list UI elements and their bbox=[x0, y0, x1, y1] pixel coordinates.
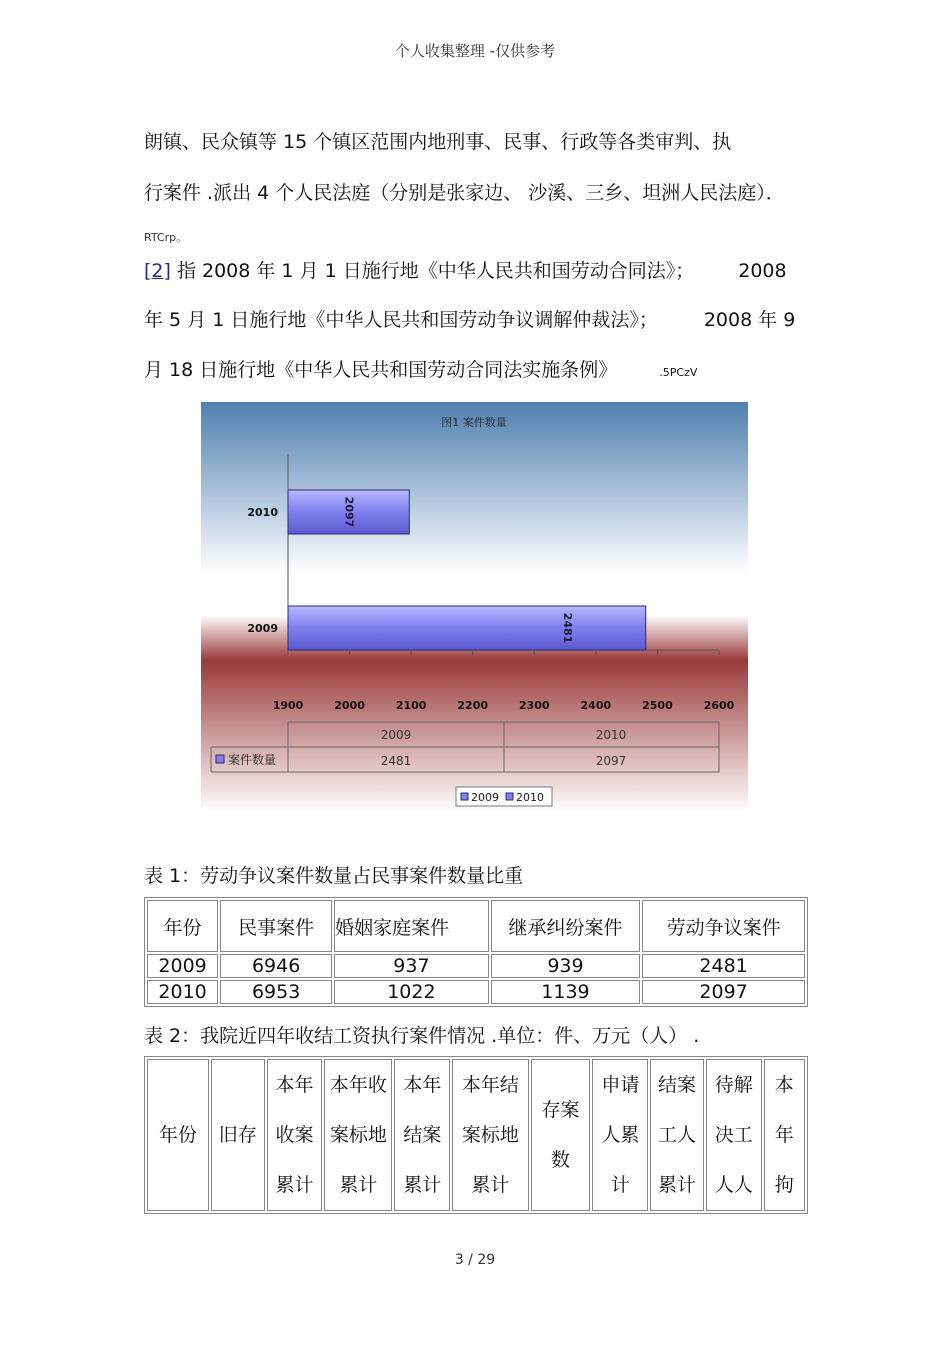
code-fragment-2: .5PCzV bbox=[659, 366, 698, 379]
chart-table-value-2: 2097 bbox=[595, 754, 627, 768]
table2-header-line: 本年收 bbox=[329, 1074, 387, 1096]
table2-header-line: 年 bbox=[774, 1124, 794, 1146]
x-tick-label: 2400 bbox=[580, 699, 612, 712]
table1-cell: 937 bbox=[334, 954, 489, 978]
table1-cell: 939 bbox=[491, 954, 641, 978]
bar-2009 bbox=[288, 606, 646, 650]
x-tick-label: 2600 bbox=[703, 699, 735, 712]
table2-header-cell bbox=[394, 1059, 450, 1211]
table1-header-cell: 继承纠纷案件 bbox=[491, 900, 641, 952]
table2-header-line: 案标地 bbox=[461, 1124, 519, 1146]
table-row bbox=[147, 980, 805, 1004]
chart-table-value-1: 2481 bbox=[380, 754, 412, 768]
x-tick-label: 2100 bbox=[395, 699, 427, 712]
chart-title: 图1 案件数量 bbox=[441, 416, 507, 429]
footnote-line-2 bbox=[144, 308, 795, 332]
footnote-text-e: 月 18 日施行地《中华人民共和国劳动合同法实施条例》 bbox=[144, 359, 618, 381]
legend-swatch-2010 bbox=[506, 793, 513, 800]
footnote-text-c: 年 5 月 1 日施行地《中华人民共和国劳动争议调解仲裁法》； bbox=[144, 309, 658, 331]
table2-header-line: 本年结 bbox=[461, 1074, 519, 1096]
table1-cell: 6953 bbox=[220, 980, 332, 1004]
table1-cell: 1139 bbox=[491, 980, 641, 1004]
page-number: 3 / 29 bbox=[454, 1252, 496, 1268]
legend-label-2010: 2010 bbox=[516, 791, 544, 804]
table2-header-cell bbox=[592, 1059, 648, 1211]
x-tick-label: 2300 bbox=[518, 699, 550, 712]
table1-caption: 表 1：劳动争议案件数量占民事案件数量比重 bbox=[144, 865, 524, 887]
footnote-text-b: 2008 bbox=[738, 260, 787, 282]
x-tick-label: 2200 bbox=[457, 699, 489, 712]
table1-cell: 2010 bbox=[147, 980, 218, 1004]
category-label: 2009 bbox=[247, 622, 278, 635]
table2-header-line: 累计 bbox=[339, 1174, 378, 1196]
table2-header-line: 案标地 bbox=[329, 1124, 387, 1146]
table2-header-line: 计 bbox=[610, 1174, 630, 1196]
table2-header-row bbox=[147, 1059, 805, 1211]
table2-header-line: 数 bbox=[551, 1149, 571, 1171]
table2-header-line: 收案 bbox=[275, 1124, 314, 1146]
table2-header-cell bbox=[324, 1059, 392, 1211]
table2-header-line: 人人 bbox=[714, 1174, 753, 1196]
table2-header-line: 结案 bbox=[403, 1124, 442, 1146]
x-tick-label: 2000 bbox=[334, 699, 365, 712]
chart-table-header-2: 2010 bbox=[595, 728, 627, 742]
footnote-line-1 bbox=[144, 259, 787, 283]
table2-header-line: 本 bbox=[774, 1074, 794, 1096]
table2-header-line: 本年 bbox=[275, 1074, 314, 1096]
table1 bbox=[144, 897, 808, 1007]
x-tick-label: 2500 bbox=[642, 699, 673, 712]
table2-header-line: 本年 bbox=[403, 1074, 442, 1096]
footnote-ref-link[interactable]: [2] bbox=[144, 260, 171, 282]
table1-cell: 1022 bbox=[334, 980, 489, 1004]
body-line-1: 朗镇、民众镇等 15 个镇区范围内地刑事、民事、行政等各类审判、执 bbox=[144, 131, 732, 153]
table2-header-cell bbox=[531, 1059, 591, 1211]
chart-svg bbox=[201, 402, 748, 812]
footnote-text-d: 2008 年 9 bbox=[703, 309, 796, 331]
body-line-2: 行案件 .派出 4 个人民法庭（分别是张家边、 沙溪、三乡、坦洲人民法庭）． bbox=[144, 182, 785, 204]
table2-header-line: 拘 bbox=[774, 1174, 794, 1196]
code-fragment-1: RTCrp。 bbox=[144, 231, 188, 244]
table2-header-line: 累计 bbox=[403, 1174, 442, 1196]
table2-header-cell bbox=[211, 1059, 265, 1211]
bar-data-label: 2097 bbox=[342, 496, 356, 528]
footnote-text-a: 指 2008 年 1 月 1 日施行地《中华人民共和国劳动合同法》； bbox=[170, 260, 695, 282]
table2-header-line: 年份 bbox=[158, 1124, 197, 1146]
table1-cell: 2097 bbox=[642, 980, 805, 1004]
table2-header-line: 人累 bbox=[601, 1124, 640, 1146]
table-row bbox=[147, 954, 805, 978]
table1-header-row bbox=[147, 900, 805, 952]
table2-header-cell bbox=[452, 1059, 528, 1211]
bar-data-label: 2481 bbox=[560, 612, 574, 644]
legend-label-2009: 2009 bbox=[471, 791, 499, 804]
table2-header-line: 旧存 bbox=[218, 1124, 257, 1146]
table2-header-line: 申请 bbox=[601, 1074, 640, 1096]
chart-table-swatch bbox=[216, 755, 224, 763]
category-label: 2010 bbox=[247, 506, 278, 519]
table1-header-cell: 民事案件 bbox=[220, 900, 332, 952]
chart-table-row-label: 案件数量 bbox=[228, 753, 277, 767]
table2-header-cell bbox=[764, 1059, 805, 1211]
table1-header-cell: 婚姻家庭案件 bbox=[334, 900, 489, 952]
x-tick-label: 1900 bbox=[272, 699, 304, 712]
page-header: 个人收集整理 -仅供参考 bbox=[394, 42, 556, 60]
table2-header-line: 工人 bbox=[658, 1124, 697, 1146]
table2-header-cell bbox=[706, 1059, 762, 1211]
table1-cell: 6946 bbox=[220, 954, 332, 978]
table2-header-line: 累计 bbox=[471, 1174, 510, 1196]
table2 bbox=[144, 1056, 808, 1214]
table2-header-line: 累计 bbox=[275, 1174, 314, 1196]
table2-header-cell bbox=[650, 1059, 704, 1211]
table2-header-line: 结案 bbox=[658, 1074, 697, 1096]
legend-swatch-2009 bbox=[461, 793, 468, 800]
case-count-chart bbox=[201, 402, 748, 812]
table2-header-line: 存案 bbox=[541, 1099, 580, 1121]
table2-caption: 表 2：我院近四年收结工资执行案件情况 .单位：件、万元（人） . bbox=[144, 1025, 700, 1047]
table2-header-cell bbox=[267, 1059, 323, 1211]
table1-cell: 2009 bbox=[147, 954, 218, 978]
footnote-line-3 bbox=[144, 358, 697, 385]
table2-header-line: 决工 bbox=[714, 1124, 753, 1146]
table2-header-line: 累计 bbox=[658, 1174, 697, 1196]
table1-header-cell: 劳动争议案件 bbox=[642, 900, 805, 952]
table1-header-cell: 年份 bbox=[147, 900, 218, 952]
table1-cell: 2481 bbox=[642, 954, 805, 978]
table2-header-cell bbox=[147, 1059, 209, 1211]
table2-header-line: 待解 bbox=[714, 1074, 753, 1096]
chart-table-header-1: 2009 bbox=[380, 728, 412, 742]
